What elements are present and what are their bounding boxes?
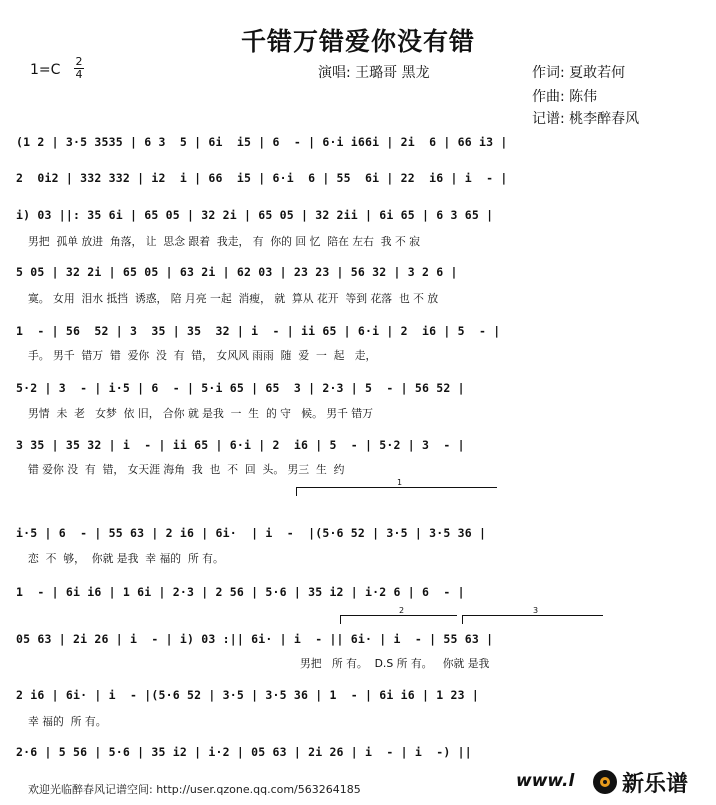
lyrics-row-6: 男情 未 老 女梦 依 旧， 合你 就 是我 一 生 的 守 候。 男千 错万 [28, 407, 373, 420]
song-title: 千错万错爱你没有错 [240, 27, 475, 56]
transcriber-credit: 记谱: 桃李醉春风 [532, 111, 640, 127]
score-row-12: 2·6 | 5 56 | 5·6 | 35 i2 | i·2 | 05 63 | 2i 26 | i - | i -) || [16, 745, 472, 759]
music-disc-icon [592, 769, 618, 799]
time-signature-bottom: 4 [75, 68, 83, 81]
lyrics-row-10: 男把 所 有。 D.S 所 有。 你就 是我 [300, 657, 490, 670]
score-row-8: i·5 | 6 - | 55 63 | 2 i6 | 6i· | i - |(5·6 52 | 3·5 | 3·5 36 | [16, 526, 487, 540]
lyrics-row-7: 错 爱你 没 有 错， 女天涯 海角 我 也 不 回 头。 男三 生 约 [28, 463, 345, 476]
volta-label-1: 1 [397, 478, 403, 487]
volta-bracket-1 [296, 478, 497, 496]
score-row-7: 3 35 | 35 32 | i - | ii 65 | 6·i | 2 i6 | 5 - | 5·2 | 3 - | [16, 438, 465, 452]
score-row-10: 05 63 | 2i 26 | i - | i) 03 :|| 6i· | i - || 6i· | i - | 55 63 | [16, 632, 494, 646]
lyrics-row-3: 男把 孤单 放进 角落， 让 思念 跟着 我走， 有 你的 回 忆 陪在 左右 我 不 寂 [28, 235, 421, 248]
key-signature: 1=C [30, 62, 61, 78]
score-row-5: 1 - | 56 52 | 3 35 | 35 32 | i - | ii 65 | 6·i | 2 i6 | 5 - | [16, 324, 501, 338]
score-row-4: 5 05 | 32 2i | 65 05 | 63 2i | 62 03 | 23 23 | 56 32 | 3 2 6 | [16, 265, 458, 279]
time-signature [74, 56, 84, 81]
lyrics-row-11: 幸 福的 所 有。 [28, 715, 107, 728]
lyrics-row-5: 手。 男千 错万 错 爱你 没 有 错， 女风风 雨雨 随 爱 一 起 走， [28, 349, 377, 362]
score-row-11: 2 i6 | 6i· | i - |(5·6 52 | 3·5 | 3·5 36 | 1 - | 6i i6 | 1 23 | [16, 688, 480, 702]
volta-bracket-2 [340, 606, 457, 624]
volta-bracket-3 [462, 606, 603, 624]
lyrics-row-4: 寞。 女用 泪水 抵挡 诱惑， 陪 月亮 一起 消瘦， 就 算从 花开 等到 花落 也 不 放 [28, 292, 439, 305]
lyricist-credit: 作词: 夏敢若何 [532, 65, 626, 81]
score-row-1: (1 2 | 3·5 3535 | 6 3 5 | 6i i5 | 6 - | 6·i i66i | 2i 6 | 66 i3 | [16, 135, 508, 149]
time-signature-top: 2 [75, 55, 83, 68]
lyrics-row-8: 恋 不 够， 你就 是我 幸 福的 所 有。 [28, 552, 224, 565]
composer-credit: 作曲: 陈伟 [532, 89, 598, 105]
score-row-2: 2 0i2 | 332 332 | i2 i | 66 i5 | 6·i 6 | 55 6i | 22 i6 | i - | [16, 171, 508, 185]
logo-brand: 新乐谱 [622, 772, 689, 797]
score-row-9: 1 - | 6i i6 | 1 6i | 2·3 | 2 56 | 5·6 | 35 i2 | i·2 6 | 6 - | [16, 585, 465, 599]
score-row-3: i) 03 ||: 35 6i | 65 05 | 32 2i | 65 05 | 32 2ii | 6i 65 | 6 3 65 | [16, 208, 494, 222]
singers-credit: 演唱: 王璐哥 黑龙 [318, 65, 430, 81]
footer-text: 欢迎光临醉春风记谱空间: http://user.qzone.qq.com/563264185 [28, 783, 361, 796]
volta-label-3: 3 [533, 606, 539, 615]
volta-label-2: 2 [399, 606, 405, 615]
logo-url-text: www.l [516, 771, 575, 791]
score-row-6: 5·2 | 3 - | i·5 | 6 - | 5·i 65 | 65 3 | 2·3 | 5 - | 56 52 | [16, 381, 465, 395]
